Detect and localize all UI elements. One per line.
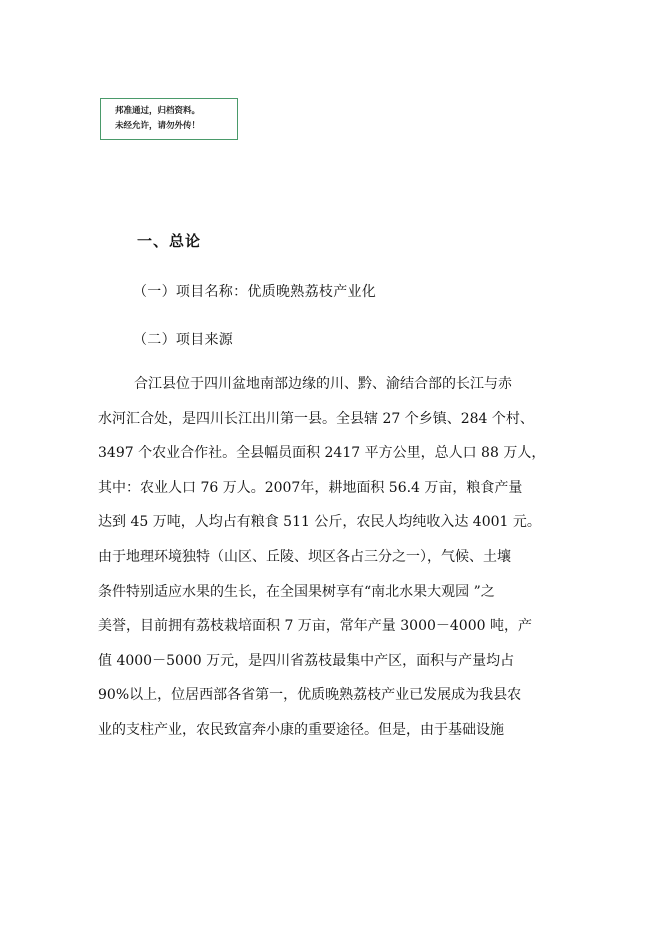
paragraph-line: 美誉，目前拥有荔枝栽培面积 7 万亩，常年产量 3000－4000 吨，产 <box>98 618 532 635</box>
paragraph-line: 业的支柱产业，农民致富奔小康的重要途径。但是，由于基础设施 <box>98 721 504 738</box>
paragraph-line: 90%以上，位居西部各省第一，优质晚熟荔枝产业已发展成为我县农 <box>98 687 522 704</box>
confidential-notice-box <box>100 98 238 140</box>
paragraph-line: 其中：农业人口 76 万人。2007年，耕地面积 56.4 万亩，粮食产量 <box>98 479 523 496</box>
body-paragraph <box>98 367 548 748</box>
notice-line-1: 邦准通过，归档资料。 <box>115 106 201 116</box>
project-source-item: （二）项目来源 <box>133 332 234 348</box>
paragraph-line: 条件特别适应水果的生长，在全国果树享有“南北水果大观园 ”之 <box>98 583 495 600</box>
section-heading: 一、总论 <box>137 232 202 250</box>
paragraph-line: 水河汇合处，是四川长江出川第一县。全县辖 27 个乡镇、284 个村、 <box>98 410 534 427</box>
notice-line-2: 未经允许，请勿外传！ <box>115 121 201 131</box>
paragraph-line: 合江县位于四川盆地南部边缘的川、黔、渝结合部的长江与赤 <box>134 376 512 392</box>
paragraph-line: 值 4000－5000 万元，是四川省荔枝最集中产区，面积与产量均占 <box>98 652 515 669</box>
paragraph-line: 由于地理环境独特（山区、丘陵、坝区各占三分之一），气候、土壤 <box>98 548 511 565</box>
paragraph-line: 达到 45 万吨，人均占有粮食 511 公斤，农民人均纯收入达 4001 元。 <box>98 514 541 531</box>
project-name-item: （一）项目名称：优质晚熟荔枝产业化 <box>133 284 377 300</box>
paragraph-line: 3497 个农业合作社。全县幅员面积 2417 平方公里，总人口 88 万人， <box>98 445 546 462</box>
